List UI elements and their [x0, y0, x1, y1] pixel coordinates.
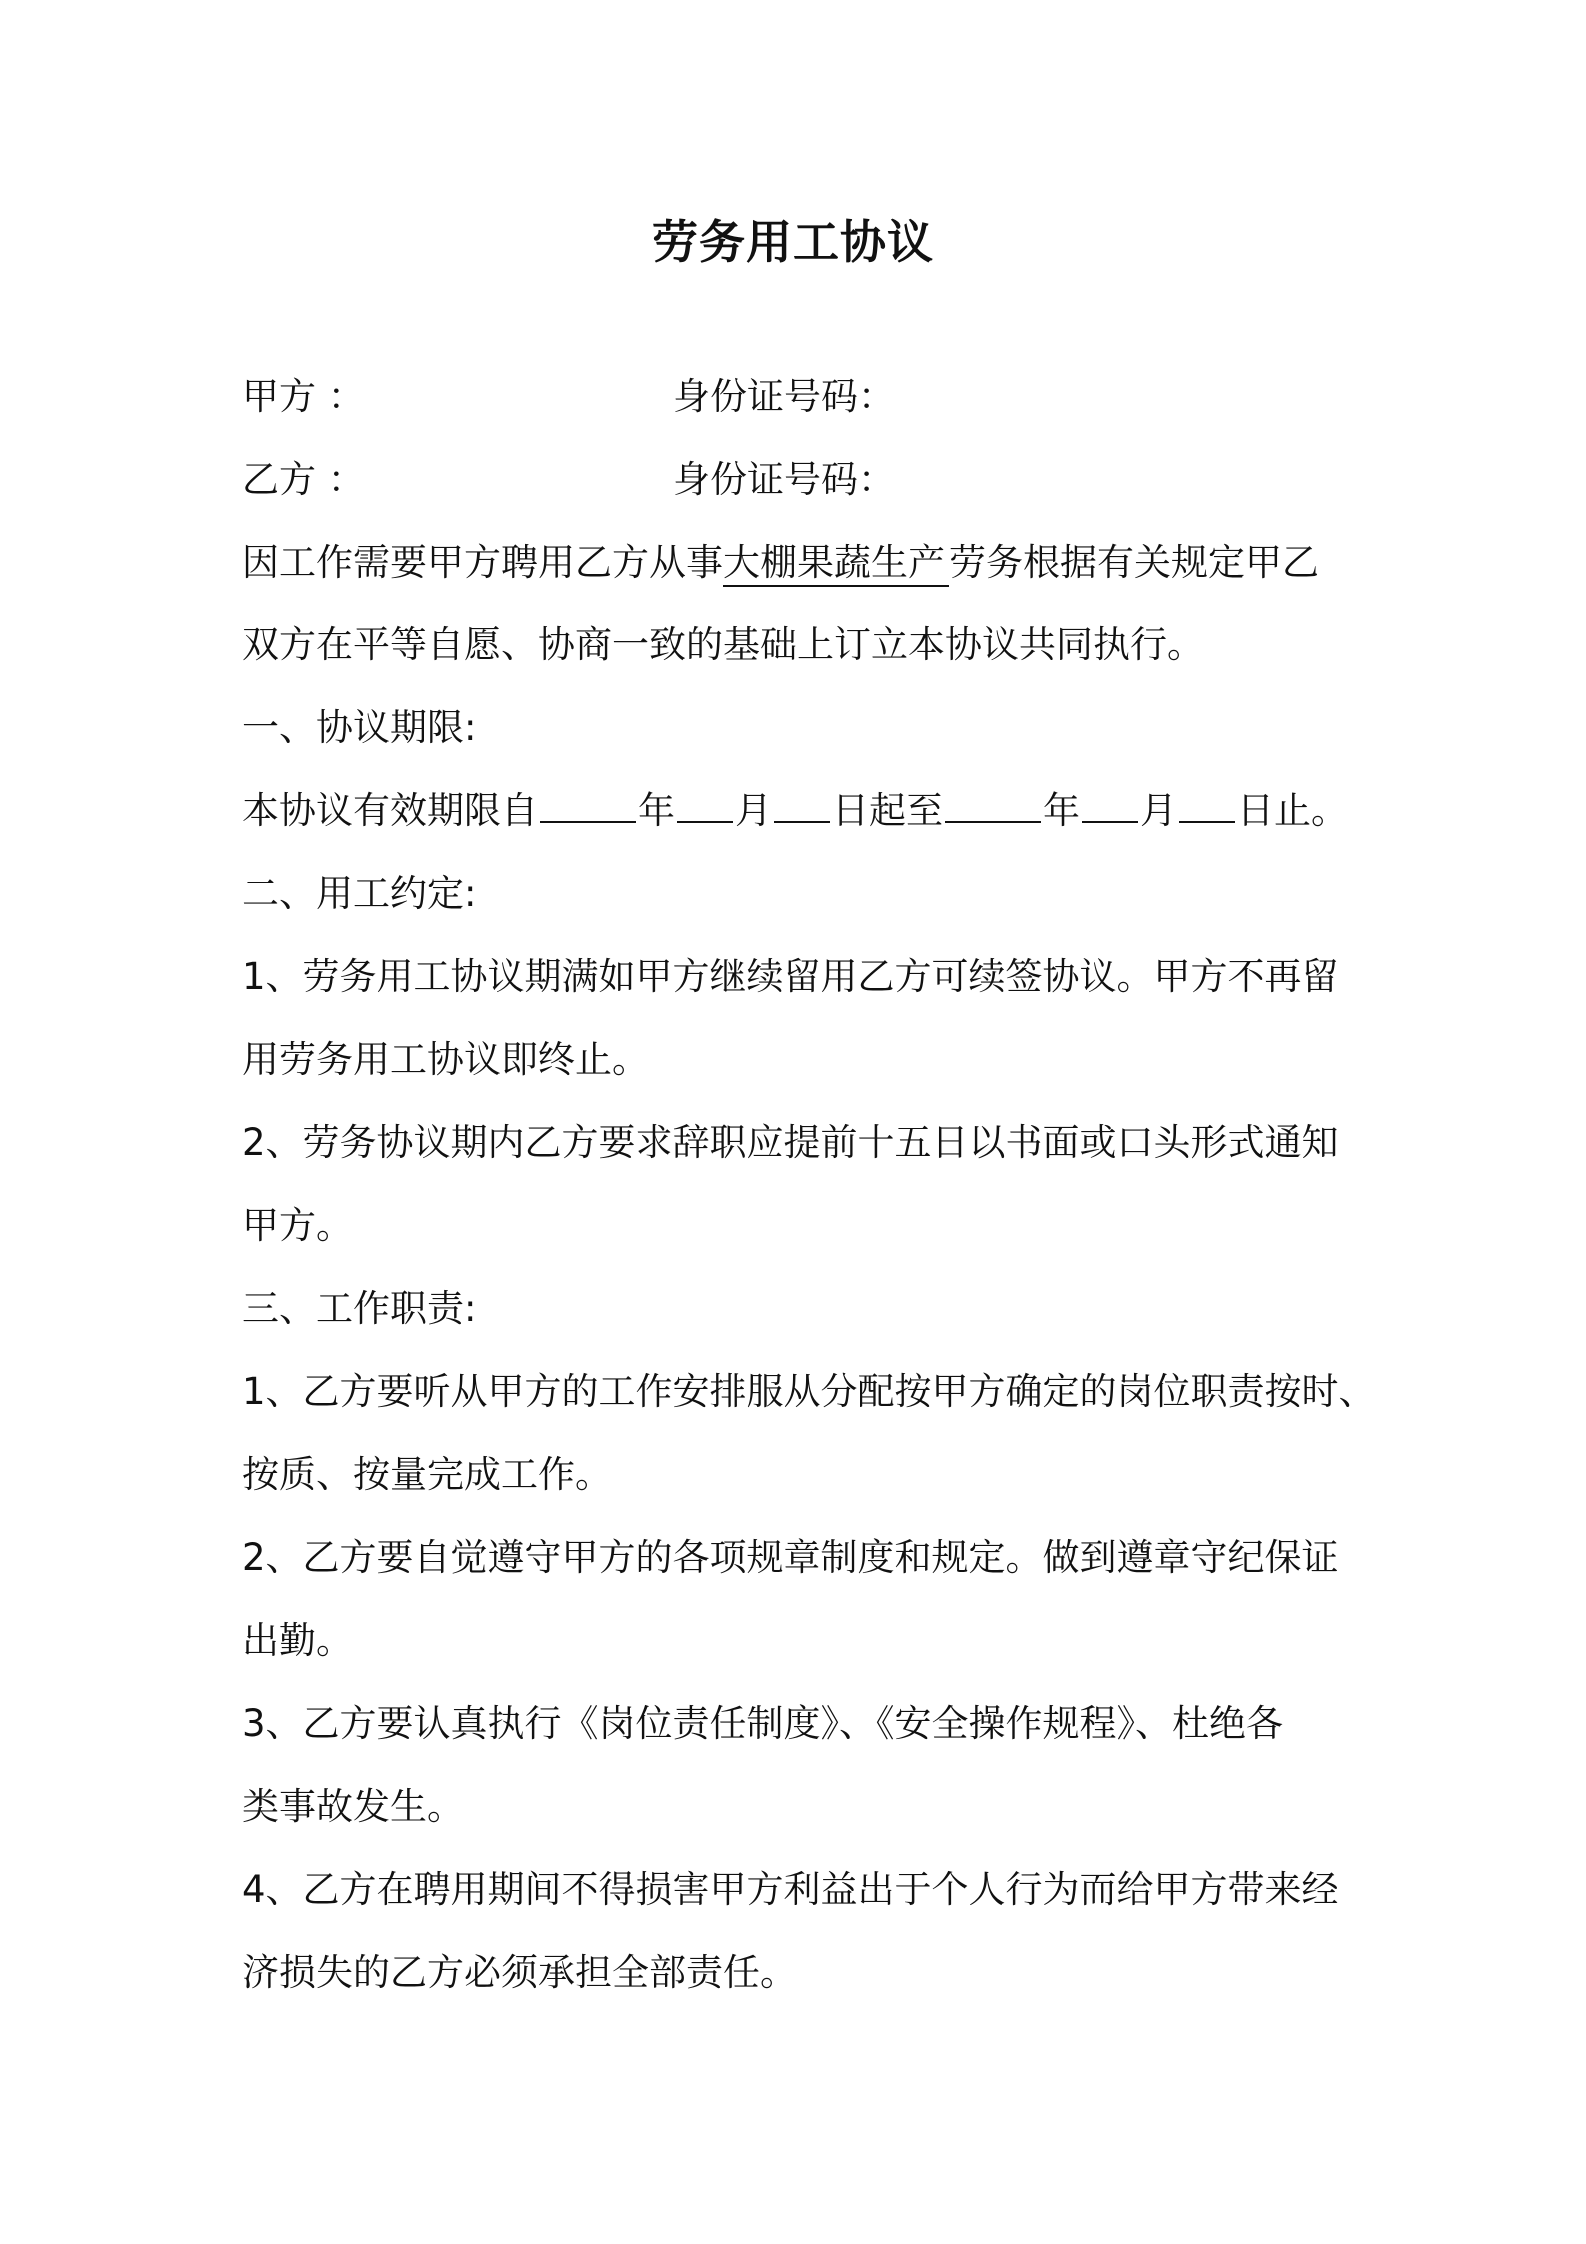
- period-prefix: 本协议有效期限自: [242, 789, 538, 832]
- section-3-item-1-line-2: 按质、按量完成工作。: [242, 1453, 612, 1496]
- document-title: 劳务用工协议: [652, 215, 934, 269]
- section-2-item-2-line-1: 2、劳务协议期内乙方要求辞职应提前十五日以书面或口头形式通知: [242, 1121, 1339, 1164]
- party-a-id-label: 身份证号码：: [673, 375, 895, 418]
- agreement-period-line: [242, 786, 1348, 836]
- intro-text-after: 劳务根据有关规定甲乙: [949, 541, 1319, 584]
- section-3-item-2-line-1: 2、乙方要自觉遵守甲方的各项规章制度和规定。做到遵章守纪保证: [242, 1536, 1339, 1579]
- party-a-label: 甲方 ：: [242, 375, 365, 418]
- start-year-blank: [540, 787, 636, 823]
- section-3-item-4-line-1: 4、乙方在聘用期间不得损害甲方利益出于个人行为而给甲方带来经: [242, 1868, 1339, 1911]
- section-2-item-1-line-2: 用劳务用工协议即终止。: [242, 1038, 649, 1081]
- end-day-label: 日止。: [1237, 789, 1348, 832]
- intro-line-1: [242, 538, 1319, 588]
- section-3-item-2-line-2: 出勤。: [242, 1619, 353, 1662]
- end-day-blank: [1179, 787, 1235, 823]
- intro-text-before: 因工作需要甲方聘用乙方从事: [242, 541, 723, 584]
- end-year-label: 年: [1043, 789, 1080, 832]
- start-year-label: 年: [638, 789, 675, 832]
- end-month-label: 月: [1140, 789, 1177, 832]
- section-2-item-2-line-2: 甲方。: [242, 1204, 353, 1247]
- start-month-label: 月: [735, 789, 772, 832]
- section-3-item-3-line-1: 3、乙方要认真执行《岗位责任制度》、《安全操作规程》、杜绝各: [242, 1702, 1284, 1745]
- section-2-item-1-line-1: 1、劳务用工协议期满如甲方继续留用乙方可续签协议。甲方不再留: [242, 955, 1339, 998]
- end-year-blank: [945, 787, 1041, 823]
- section-2-heading: 二、用工约定:: [242, 872, 477, 915]
- start-day-blank: [774, 787, 830, 823]
- section-1-heading: 一、协议期限:: [242, 706, 477, 749]
- start-day-label: 日起至: [832, 789, 943, 832]
- section-3-heading: 三、工作职责:: [242, 1287, 477, 1330]
- section-3-item-1-line-1: 1、乙方要听从甲方的工作安排服从分配按甲方确定的岗位职责按时、: [242, 1370, 1376, 1413]
- party-b-id-label: 身份证号码：: [673, 458, 895, 501]
- party-b-label: 乙方 ：: [242, 458, 365, 501]
- work-type-filled-field: 大棚果蔬生产: [723, 541, 949, 587]
- intro-line-2: 双方在平等自愿、协商一致的基础上订立本协议共同执行。: [242, 623, 1204, 666]
- section-3-item-3-line-2: 类事故发生。: [242, 1785, 464, 1828]
- section-3-item-4-line-2: 济损失的乙方必须承担全部责任。: [242, 1951, 797, 1994]
- end-month-blank: [1082, 787, 1138, 823]
- start-month-blank: [677, 787, 733, 823]
